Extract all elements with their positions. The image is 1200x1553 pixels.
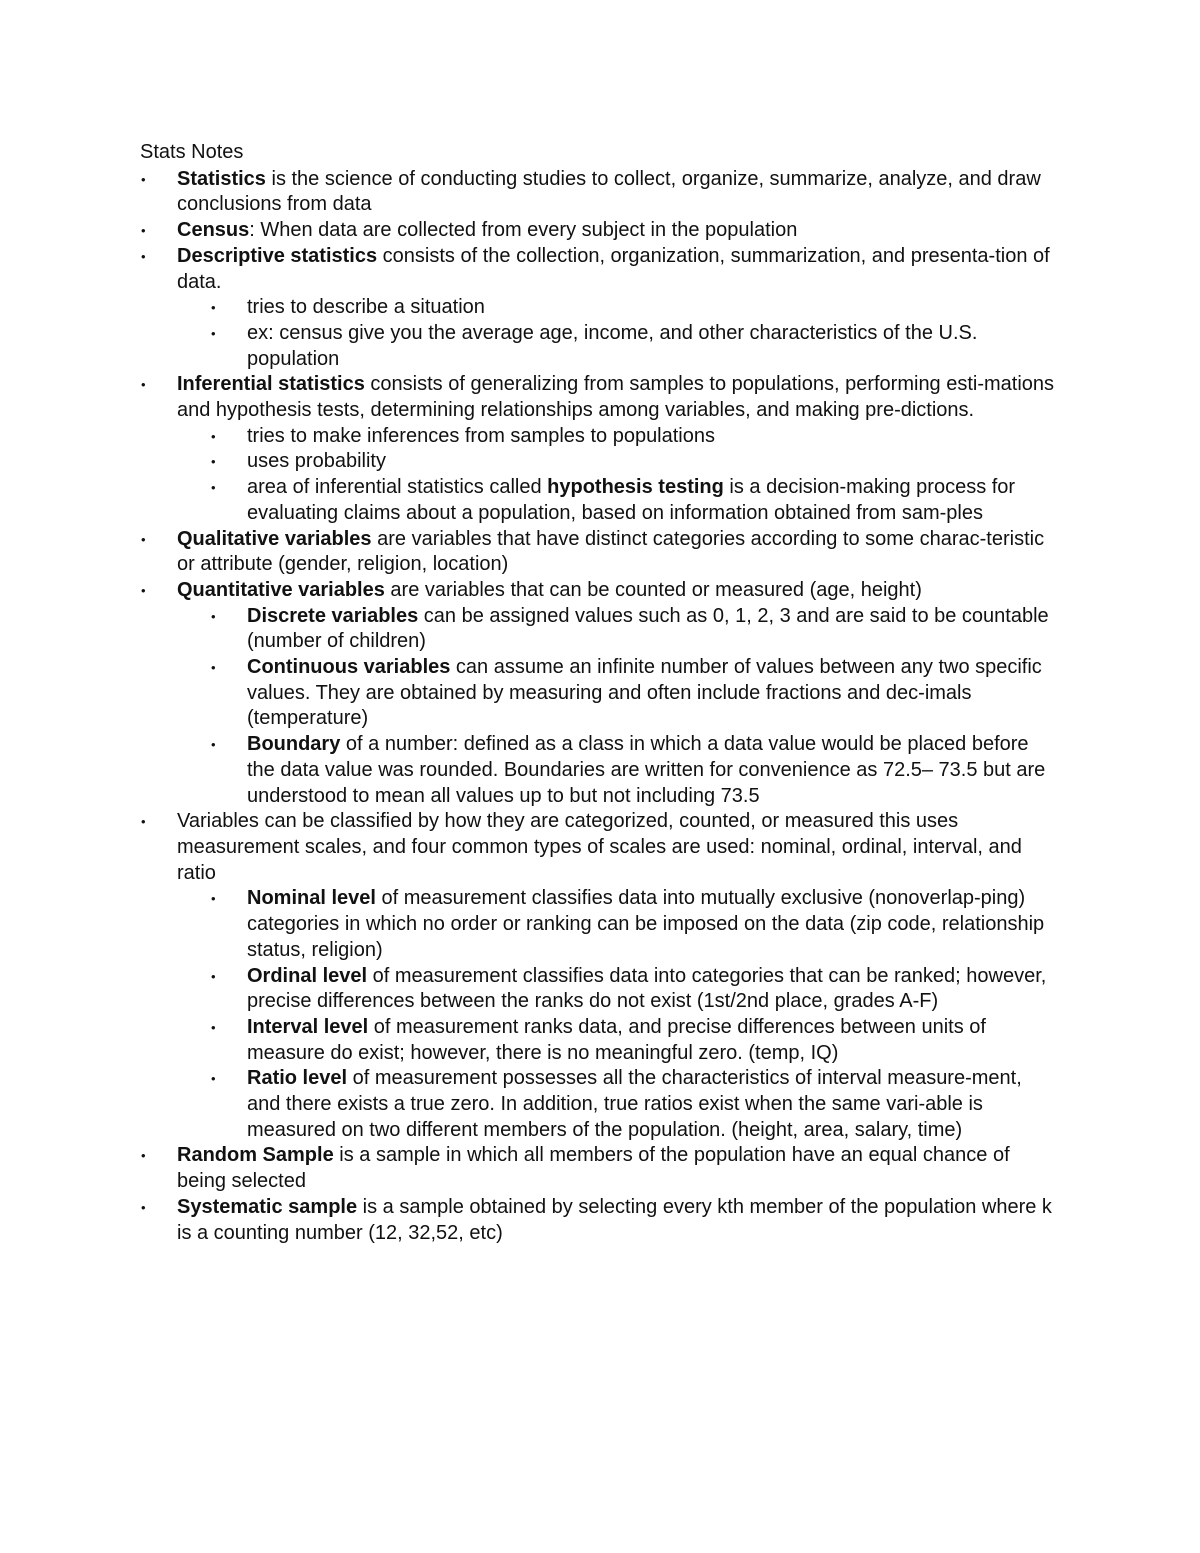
list-item bbox=[140, 1143, 1060, 1194]
definition: can be assigned values such as 0, 1, 2, 3 and are said to be countable (number of children) bbox=[247, 604, 1049, 653]
sub-list-item bbox=[210, 732, 1060, 809]
definition: of measurement classifies data into categories that can be ranked; however, precise differences between the ranks do not exist (1st/2nd place, grades A-F) bbox=[247, 964, 1047, 1013]
definition: is a sample obtained by selecting every kth member of the population where k is a counting number (12, 32,52, etc) bbox=[177, 1195, 1052, 1244]
term: Random Sample bbox=[177, 1144, 334, 1167]
definition: of measurement ranks data, and precise differences between units of measure do exist; however, there is no meaningful zero. (temp, IQ) bbox=[247, 1015, 986, 1064]
term: Discrete variables bbox=[247, 604, 419, 627]
list-item bbox=[140, 167, 1060, 218]
definition: consists of generalizing from samples to populations, performing esti-mations and hypothesis tests, determining relationships among variables, and making pre-dictions. bbox=[177, 373, 1055, 422]
term: Ratio level bbox=[247, 1067, 348, 1090]
definition: is the science of conducting studies to collect, organize, summarize, analyze, and draw conclusions from data bbox=[177, 167, 1041, 216]
term: Boundary bbox=[247, 733, 341, 756]
term: Ordinal level bbox=[247, 964, 368, 987]
list-item bbox=[140, 218, 1060, 244]
term: Continuous variables bbox=[247, 656, 451, 679]
sub-list-item bbox=[210, 424, 1060, 450]
definition: tries to make inferences from samples to populations bbox=[247, 424, 715, 447]
definition: uses probability bbox=[247, 450, 386, 473]
term: Nominal level bbox=[247, 887, 376, 910]
term: Descriptive statistics bbox=[177, 244, 378, 267]
term: Inferential statistics bbox=[177, 373, 365, 396]
list-item bbox=[140, 1195, 1060, 1246]
sub-list-item bbox=[210, 1066, 1060, 1143]
term: hypothesis testing bbox=[547, 476, 724, 499]
document-page bbox=[140, 140, 1060, 1246]
sub-list-item bbox=[210, 449, 1060, 475]
list-item bbox=[140, 527, 1060, 578]
definition: are variables that have distinct categories according to some charac-teristic or attribute (gender, religion, location) bbox=[177, 527, 1045, 576]
sub-list bbox=[210, 424, 1060, 527]
definition: consists of the collection, organization, summarization, and presenta-tion of data. bbox=[177, 244, 1050, 293]
definition: Variables can be classified by how they are categorized, counted, or measured this uses measurement scales, and four common types of scales are used: nominal, ordinal, interval, and ratio bbox=[177, 810, 1022, 884]
list-item bbox=[140, 809, 1060, 1143]
sub-list-item bbox=[210, 1015, 1060, 1066]
sub-list-item bbox=[210, 655, 1060, 732]
notes-list bbox=[140, 167, 1060, 1247]
definition: are variables that can be counted or measured (age, height) bbox=[384, 578, 922, 601]
sub-list-item bbox=[210, 886, 1060, 963]
term: Interval level bbox=[247, 1015, 369, 1038]
sub-list-item bbox=[210, 604, 1060, 655]
sub-list-item bbox=[210, 475, 1060, 526]
sub-list bbox=[210, 886, 1060, 1143]
sub-list bbox=[210, 604, 1060, 810]
definition: is a sample in which all members of the population have an equal chance of being selected bbox=[177, 1144, 1010, 1193]
list-item bbox=[140, 578, 1060, 809]
definition: : When data are collected from every subject in the population bbox=[249, 219, 798, 242]
term: Systematic sample bbox=[177, 1195, 358, 1218]
term: Quantitative variables bbox=[177, 578, 385, 601]
term: Qualitative variables bbox=[177, 527, 372, 550]
list-item bbox=[140, 244, 1060, 373]
term: Census bbox=[177, 219, 250, 242]
term: Statistics bbox=[177, 167, 266, 190]
definition: of measurement classifies data into mutually exclusive (nonoverlap-ping) categories in which no order or ranking can be imposed on the data (zip code, relationship status, religion) bbox=[247, 887, 1045, 961]
sub-list-item bbox=[210, 321, 1060, 372]
definition: of measurement possesses all the characteristics of interval measure-ment, and there exists a true zero. In addition, true ratios exist when the same vari-able is measured on two different members of the population. (height, area, salary, time) bbox=[247, 1067, 1022, 1141]
sub-list bbox=[210, 295, 1060, 372]
definition: ex: census give you the average age, income, and other characteristics of the U.S. population bbox=[247, 321, 978, 370]
definition: tries to describe a situation bbox=[247, 296, 485, 319]
definition: is a decision-making process for evaluating claims about a population, based on information obtained from sam-ples bbox=[247, 476, 1016, 524]
sub-list-item bbox=[210, 964, 1060, 1015]
sub-list-item bbox=[210, 295, 1060, 321]
definition-prefix: area of inferential statistics called bbox=[247, 476, 548, 499]
list-item bbox=[140, 372, 1060, 526]
page-title: Stats Notes bbox=[140, 141, 244, 163]
definition: can assume an infinite number of values between any two specific values. They are obtained by measuring and often include fractions and dec-imals (temperature) bbox=[247, 656, 1042, 730]
definition: of a number: defined as a class in which a data value would be placed before the data value was rounded. Boundaries are written for convenience as 72.5– 73.5 but are understood to mean all values up to but not including 73.5 bbox=[247, 733, 1046, 807]
